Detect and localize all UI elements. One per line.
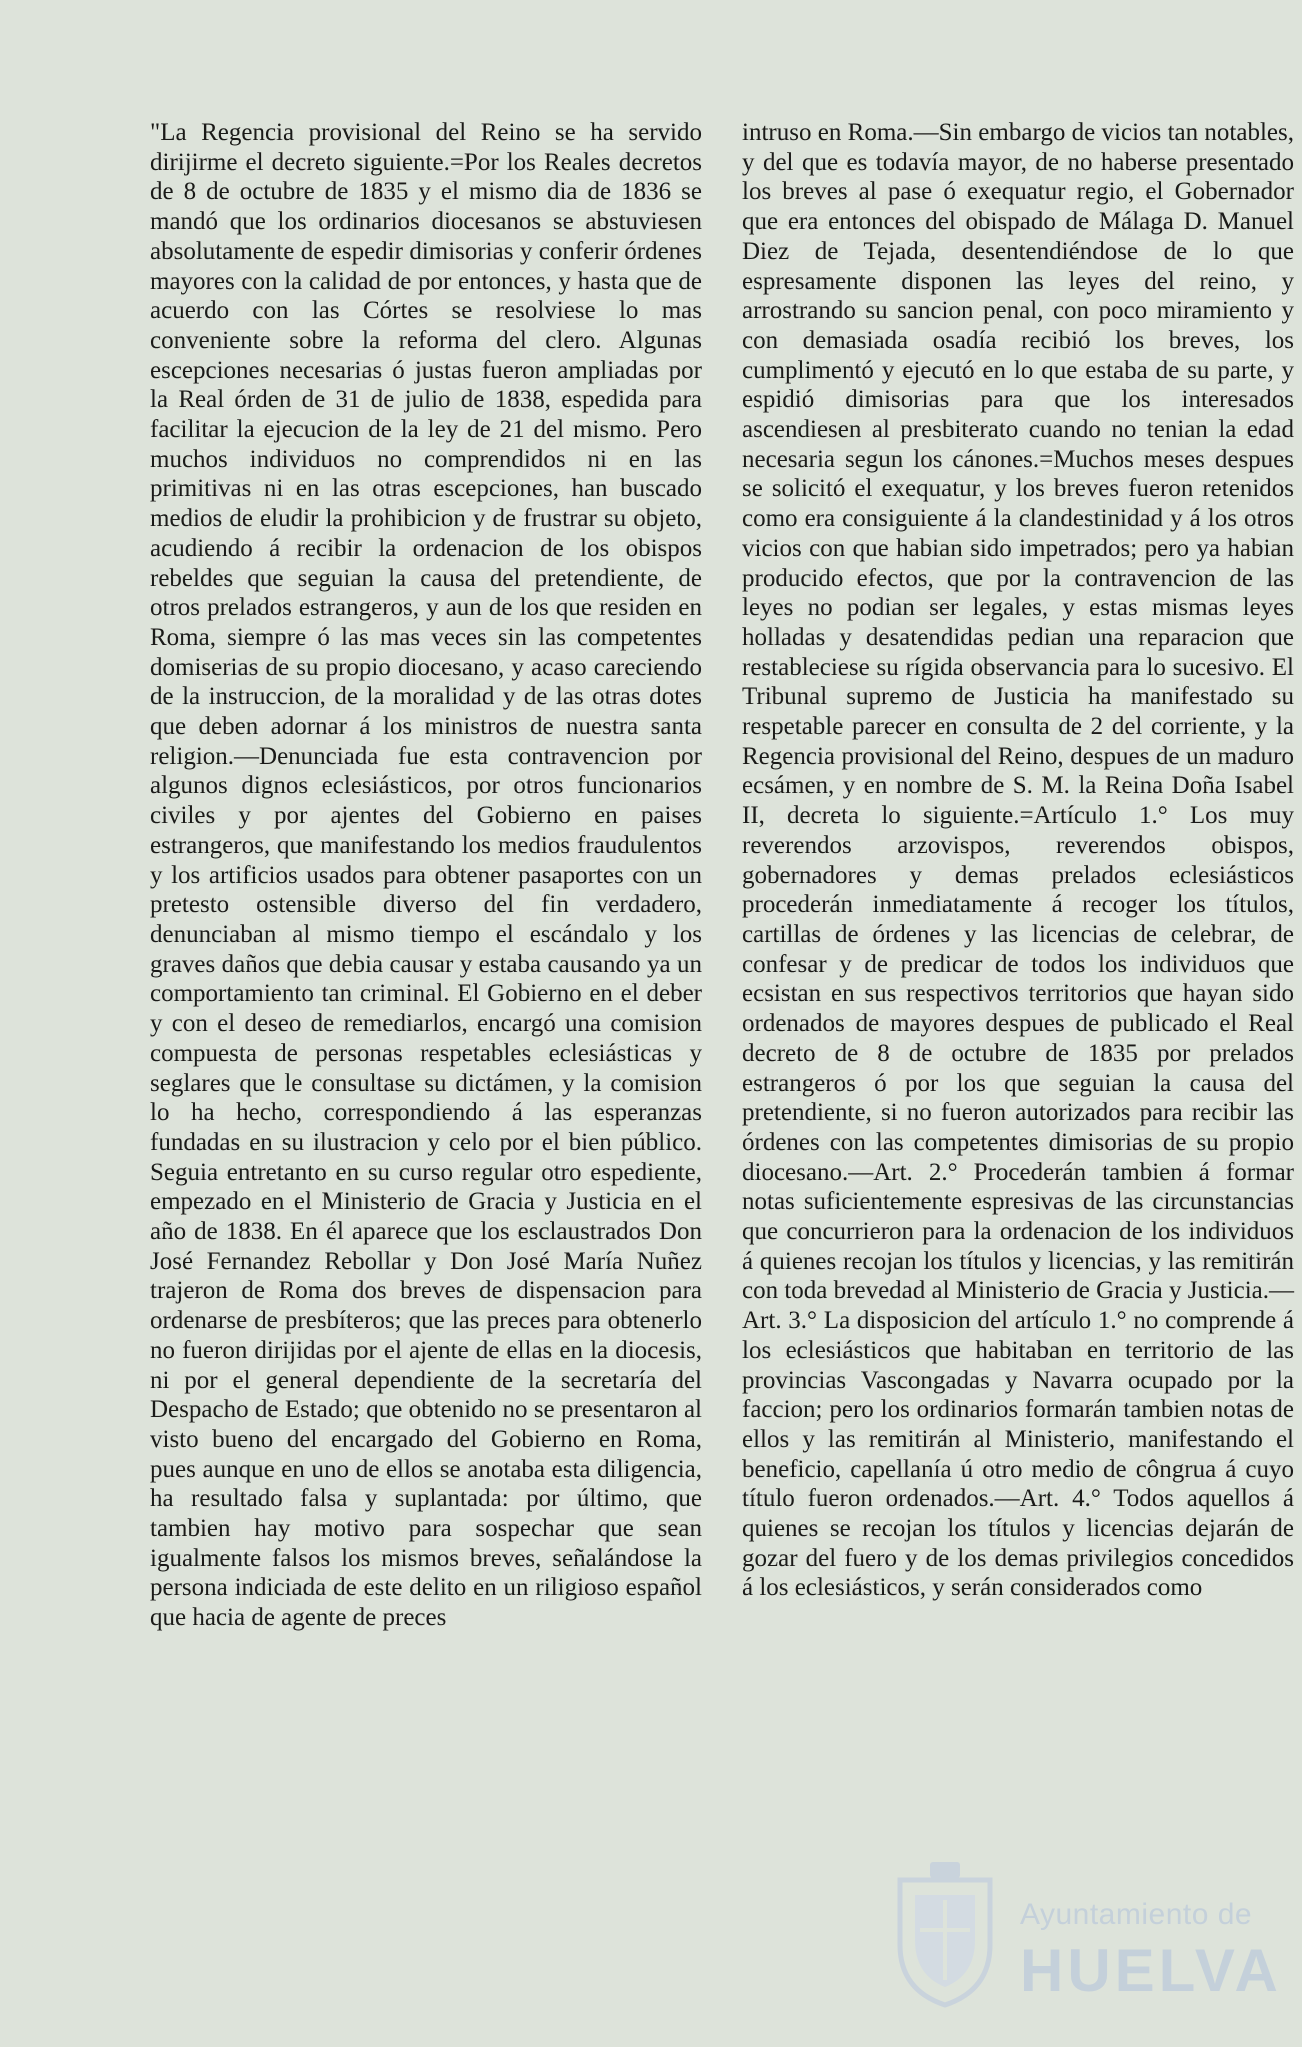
watermark-city-name: HUELVA [1020, 1937, 1282, 2004]
watermark [880, 1860, 1282, 2020]
text-column-right [742, 118, 1294, 1603]
city-shield-icon [890, 1860, 1000, 2010]
text-column-left [150, 118, 702, 1633]
left-column-text: "La Regencia provisional del Reino se ha servido dirijirme el decreto siguiente.=Por los Reales decretos de 8 de octubre de 1835 y el mismo dia de 1836 se mandó que los ordinarios diocesanos se abstuviesen absolutamente de espedir dimisorias y conferir órdenes mayores con la calidad de por entonces, y hasta que de acuerdo con las Córtes se resolviese lo mas conveniente sobre la reforma del clero. Algunas escepciones necesarias ó justas fueron ampliadas por la Real órden de 31 de julio de 1838, espedida para facilitar la ejecucion de la ley de 21 del mismo. Pero muchos individuos no comprendidos ni en las primitivas ni en las otras escepciones, han buscado medios de eludir la prohibicion y de frustrar su objeto, acudiendo á recibir la ordenacion de los obispos rebeldes que seguian la causa del pretendiente, de otros prelados estrangeros, y aun de los que residen en Roma, siempre ó las mas veces sin las competentes domiserias de su propio diocesano, y acaso careciendo de la instruccion, de la moralidad y de las otras dotes que deben adornar á los ministros de nuestra santa religion.—Denunciada fue esta contravencion por algunos dignos eclesiásticos, por otros funcionarios civiles y por ajentes del Gobierno en paises estrangeros, que manifestando los medios fraudulentos y los artificios usados para obtener pasaportes con un pretesto ostensible diverso del fin verdadero, denunciaban al mismo tiempo el escándalo y los graves daños que debia causar y estaba causando ya un comportamiento tan criminal. El Gobierno en el deber y con el deseo de remediarlos, encargó una comision compuesta de personas respetables eclesiásticas y seglares que le consultase su dictámen, y la comision lo ha hecho, correspondiendo á las esperanzas fundadas en su ilustracion y celo por el bien público. Seguia entretanto en su curso regular otro espediente, empezado en el Ministerio de Gracia y Justicia en el año de 1838. En él aparece que los esclaustrados Don José Fernandez Rebollar y Don José María Nuñez trajeron de Roma dos breves de dispensacion para ordenarse de presbíteros; que las preces para obtenerlo no fueron dirijidas por el ajente de ellas en la diocesis, ni por el general dependiente de la secretaría del Despacho de Estado; que obtenido no se presentaron al visto bueno del encargado del Gobierno en Roma, pues aunque en uno de ellos se anotaba esta diligencia, ha resultado falsa y suplantada: por último, que tambien hay motivo para sospechar que sean igualmente falsos los mismos breves, señalándose la persona indiciada de este delito en un riligioso español que hacia de agente de preces [150, 119, 702, 1632]
right-column-text: intruso en Roma.—Sin embargo de vicios tan notables, y del que es todavía mayor, de no haberse presentado los breves al pase ó exequatur regio, el Gobernador que era entonces del obispado de Málaga D. Manuel Diez de Tejada, desentendiéndose de lo que espresamente disponen las leyes del reino, y arrostrando su sancion penal, con poco miramiento y con demasiada osadía recibió los breves, los cumplimentó y ejecutó en lo que estaba de su parte, y espidió dimisorias para que los interesados ascendiesen al presbiterato cuando no tenian la edad necesaria segun los cánones.=Muchos meses despues se solicitó el exequatur, y los breves fueron retenidos como era consiguiente á la clandestinidad y á los otros vicios con que habian sido impetrados; pero ya habian producido efectos, que por la contravencion de las leyes no podian ser legales, y estas mismas leyes holladas y desatendidas pedian una reparacion que restableciese su rígida observancia para lo sucesivo. El Tribunal supremo de Justicia ha manifestado su respetable parecer en consulta de 2 del corriente, y la Regencia provisional del Reino, despues de un maduro ecsámen, y en nombre de S. M. la Reina Doña Isabel II, decreta lo siguiente.=Artículo 1.° Los muy reverendos arzovispos, reverendos obispos, gobernadores y demas prelados eclesiásticos procederán inmediatamente á recoger los títulos, cartillas de órdenes y las licencias de celebrar, de confesar y de predicar de todos los individuos que ecsistan en sus respectivos territorios que hayan sido ordenados de mayores despues de publicado el Real decreto de 8 de octubre de 1835 por prelados estrangeros ó por los que seguian la causa del pretendiente, si no fueron autorizados para recibir las órdenes con las competentes dimisorias de su propio diocesano.—Art. 2.° Procederán tambien á formar notas suficientemente espresivas de las circunstancias que concurrieron para la ordenacion de los individuos á quienes recojan los títulos y licencias, y las remitirán con toda brevedad al Ministerio de Gracia y Justicia.—Art. 3.° La disposicion del artículo 1.° no comprende á los eclesiásticos que habitaban en territorio de las provincias Vascongadas y Navarra ocupado por la faccion; pero los ordinarios formarán tambien notas de ellos y las remitirán al Ministerio, manifestando el beneficio, capellanía ú otro medio de côngrua á cuyo título fueron ordenados.—Art. 4.° Todos aquellos á quienes se recojan los títulos y licencias dejarán de gozar del fuero y de los demas privilegios concedidos á los eclesiásticos, y serán considerados como [742, 119, 1294, 1602]
watermark-town-label: Ayuntamiento de [1020, 1898, 1253, 1931]
